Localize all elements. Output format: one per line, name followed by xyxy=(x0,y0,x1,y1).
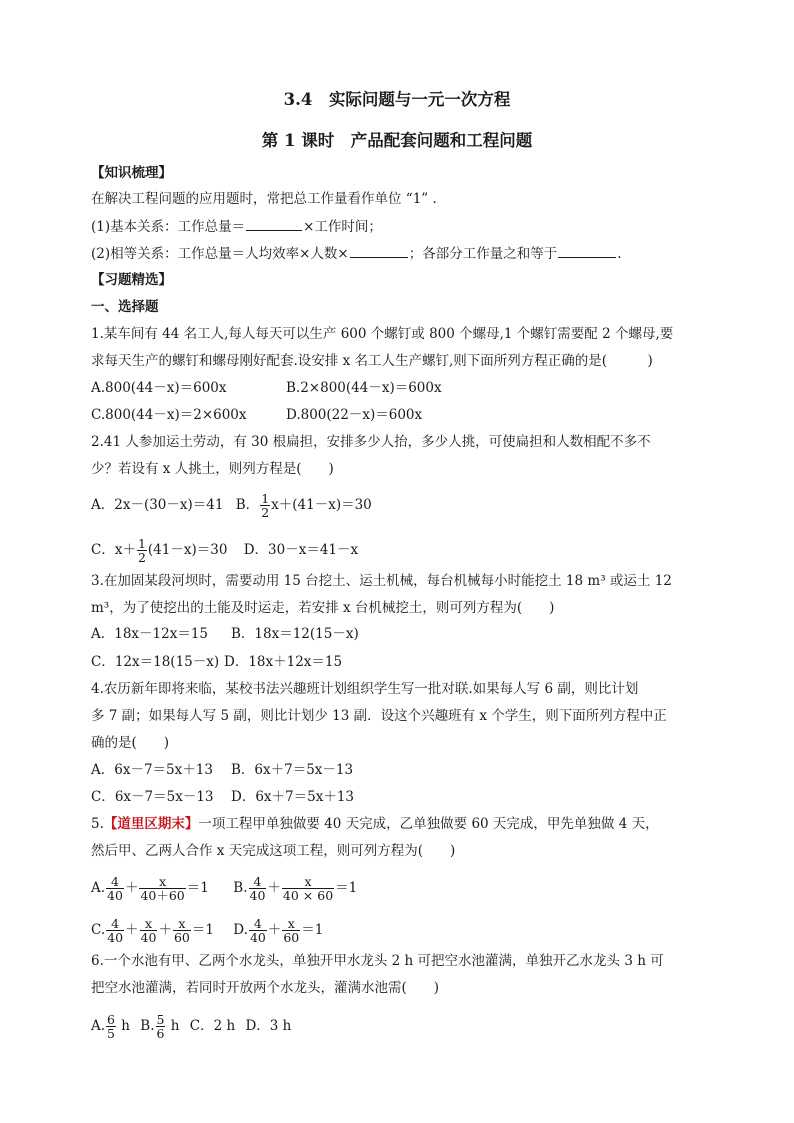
answer-blank[interactable] xyxy=(558,243,616,258)
plus-sign: ＋ xyxy=(125,922,139,938)
q1-stem-line-2: 求每天生产的螺钉和螺母刚好配套.设安排 x 名工人生产螺钉,则下面所列方程正确的是( ) xyxy=(91,353,653,369)
q6-options-row xyxy=(91,1013,291,1040)
numerator: 4 xyxy=(111,916,120,931)
plus-sign: ＋ xyxy=(158,922,172,938)
q1-option-a[interactable]: A.800(44－x)＝600x xyxy=(91,380,227,396)
numerator: x xyxy=(144,916,153,931)
relation-1-left: (1)基本关系：工作总量＝ xyxy=(91,219,246,235)
q6-option-b[interactable] xyxy=(140,1013,179,1040)
knowledge-relation-1 xyxy=(91,216,382,237)
equals-one: ＝1 xyxy=(301,922,324,938)
q1-option-b[interactable]: B.2×800(44－x)＝600x xyxy=(286,380,442,396)
equals-one: ＝1 xyxy=(335,880,358,896)
relation-2-end: . xyxy=(617,246,622,262)
q2-option-c-label: C．x＋ xyxy=(91,542,136,558)
q4-options-row-1 xyxy=(91,760,353,780)
q4-stem-line-2: 多 7 副；如果每人写 5 副，则比计划少 13 副．设这个兴趣班有 x 个学生，则下面所列方程中正 xyxy=(91,708,667,724)
q5-source-tag: 【道里区期末】 xyxy=(103,816,199,832)
q5-option-b[interactable] xyxy=(233,875,357,902)
q2-options-row-2 xyxy=(91,537,358,564)
q5-option-a[interactable] xyxy=(91,875,229,902)
q5-option-d[interactable] xyxy=(233,917,323,944)
q6-stem-line-2: 把空水池灌满，若同时开放两个水龙头，灌满水池需( ) xyxy=(91,980,440,996)
numerator: x xyxy=(304,874,312,889)
q2-option-d[interactable]: D．30－x＝41－x xyxy=(243,542,359,558)
q6-option-d[interactable]: D．3 h xyxy=(245,1018,292,1034)
q1-option-d[interactable]: D.800(22－x)＝600x xyxy=(286,407,423,423)
q4-stem-line-3: 确的是( ) xyxy=(91,735,170,751)
denominator: 60 xyxy=(173,930,190,945)
page-title: 3.4 实际问题与一元一次方程 xyxy=(283,90,511,109)
denominator: 2 xyxy=(137,550,146,565)
plus-sign: ＋ xyxy=(124,880,139,896)
q2-option-b-rest: x＋(41－x)＝30 xyxy=(271,497,372,513)
q2-stem-line-1: 2.41 人参加运土劳动，有 30 根扁担，安排多少人抬，多少人挑，可使扁担和人数相配不多不 xyxy=(91,434,651,450)
q4-stem-line-1: 4.农历新年即将来临，某校书法兴趣班计划组织学生写一批对联.如果每人写 6 副，则比计划 xyxy=(91,681,639,697)
numerator: 4 xyxy=(253,874,262,889)
denominator: 40 xyxy=(107,888,123,903)
denominator: 40 xyxy=(249,888,266,903)
q3-options-row-1 xyxy=(91,624,359,644)
q4-option-b[interactable]: B．6x＋7＝5x－13 xyxy=(231,762,354,778)
denominator: 5 xyxy=(107,1026,115,1041)
q4-option-c[interactable]: C．6x－7＝5x－13 xyxy=(91,789,214,805)
numerator: 5 xyxy=(156,1012,165,1027)
q6-stem-line-1: 6.一个水池有甲、乙两个水龙头，单独开甲水龙头 2 h 可把空水池灌满，单独开乙水龙头 3 h 可 xyxy=(91,953,664,969)
page-subtitle: 第 1 课时 产品配套问题和工程问题 xyxy=(261,131,533,150)
numerator: x xyxy=(159,874,167,889)
q4-options-row-2 xyxy=(91,787,354,807)
q3-options-row-2 xyxy=(91,652,342,672)
denominator: 6 xyxy=(156,1026,165,1041)
denominator: 40＋60 xyxy=(140,888,185,903)
q5-option-a-label: A. xyxy=(91,880,106,896)
fraction xyxy=(173,917,191,944)
denominator: 40 xyxy=(107,930,124,945)
numerator: x xyxy=(287,916,295,931)
q2-option-b-label: B． xyxy=(235,497,260,513)
numerator: 4 xyxy=(111,874,119,889)
q6-option-c[interactable]: C．2 h xyxy=(189,1018,236,1034)
section-choice-heading: 一、选择题 xyxy=(91,299,159,315)
q4-option-a[interactable]: A．6x－7＝5x＋13 xyxy=(91,762,213,778)
denominator: 60 xyxy=(283,930,300,945)
q5-stem-line-2: 然后甲、乙两人合作 x 天完成这项工程，则可列方程为( ) xyxy=(91,843,456,859)
equals-one: ＝1 xyxy=(191,922,214,938)
section-knowledge-heading: 【知识梳理】 xyxy=(91,165,172,181)
q5-option-c[interactable] xyxy=(91,917,229,944)
q5-option-d-label: D. xyxy=(233,922,248,938)
q5-stem-line-1 xyxy=(91,814,659,834)
q2-option-c-rest: (41－x)＝30 xyxy=(147,542,228,558)
q2-stem-line-2: 少？若设有 x 人挑土，则列方程是( ) xyxy=(91,461,334,477)
section-exercises-heading: 【习题精选】 xyxy=(91,272,172,288)
answer-blank[interactable] xyxy=(246,216,302,231)
numerator: 6 xyxy=(107,1012,115,1027)
fraction xyxy=(249,875,267,902)
q5-option-b-label: B. xyxy=(233,880,248,896)
unit: h xyxy=(166,1018,180,1034)
plus-sign: ＋ xyxy=(267,880,281,896)
fraction xyxy=(106,1013,116,1040)
relation-2-middle: ；各部分工作量之和等于 xyxy=(408,246,558,262)
relation-1-right: ×工作时间； xyxy=(303,219,382,235)
q6-option-a-label: A. xyxy=(91,1018,106,1034)
fraction xyxy=(137,537,147,564)
q5-option-c-label: C. xyxy=(91,922,106,938)
denominator: 40 xyxy=(140,930,157,945)
q2-option-c[interactable] xyxy=(91,537,227,564)
q3-option-c[interactable]: C．12x＝18(15－x) xyxy=(91,654,220,670)
q5-number: 5. xyxy=(91,816,104,832)
equals-one: ＝1 xyxy=(186,880,209,896)
plus-sign: ＋ xyxy=(267,922,282,938)
knowledge-relation-2 xyxy=(91,243,622,264)
fraction xyxy=(156,1013,166,1040)
fraction xyxy=(106,917,124,944)
denominator: 40 × 60 xyxy=(282,888,334,903)
q6-option-a[interactable] xyxy=(91,1013,130,1040)
denominator: 2 xyxy=(261,505,270,520)
answer-blank[interactable] xyxy=(350,243,408,258)
q3-option-d[interactable]: D．18x＋12x＝15 xyxy=(224,654,343,670)
numerator: 1 xyxy=(261,491,270,506)
q2-option-b[interactable] xyxy=(236,492,372,519)
q5-options-row-1 xyxy=(91,875,357,902)
q5-stem-text: 一项工程甲单独做要 40 天完成，乙单独做要 60 天完成，甲先单独做 4 天， xyxy=(198,816,659,832)
numerator: x xyxy=(178,916,186,931)
q2-options-row-1 xyxy=(91,492,372,519)
relation-2-left: (2)相等关系：工作总量＝人均效率×人数× xyxy=(91,246,349,262)
fraction xyxy=(282,917,300,944)
q4-option-d[interactable]: D．6x＋7＝5x＋13 xyxy=(231,789,354,805)
q3-option-a[interactable]: A．18x－12x＝15 xyxy=(91,626,209,642)
q1-option-c[interactable]: C.800(44－x)＝2×600x xyxy=(91,407,247,423)
denominator: 40 xyxy=(249,930,266,945)
q5-options-row-2 xyxy=(91,917,323,944)
unit: h xyxy=(117,1018,130,1034)
fraction xyxy=(106,875,124,902)
numerator: 1 xyxy=(137,536,146,551)
numerator: 4 xyxy=(253,916,262,931)
q2-option-a[interactable]: A．2x－(30－x)＝41 xyxy=(91,497,224,513)
fraction xyxy=(282,875,334,902)
q1-options-row-2 xyxy=(91,405,422,425)
q1-options-row-1 xyxy=(91,378,442,398)
q3-stem-line-1: 3.在加固某段河坝时，需要动用 15 台挖土、运土机械，每台机械每小时能挖土 18 m³ 或运土 12 xyxy=(91,573,672,589)
q3-stem-line-2: m³，为了使挖出的土能及时运走，若安排 x 台机械挖土，则可列方程为( ) xyxy=(91,600,555,616)
fraction xyxy=(139,875,185,902)
q3-option-b[interactable]: B．18x＝12(15－x) xyxy=(231,626,359,642)
q1-stem-line-1: 1.某车间有 44 名工人,每人每天可以生产 600 个螺钉或 800 个螺母,1 个螺钉需要配 2 个螺母,要 xyxy=(91,326,674,342)
fraction xyxy=(249,917,267,944)
knowledge-intro: 在解决工程问题的应用题时，常把总工作量看作单位 “1” . xyxy=(91,191,437,207)
fraction xyxy=(260,492,270,519)
q6-option-b-label: B. xyxy=(140,1018,155,1034)
fraction xyxy=(140,917,158,944)
